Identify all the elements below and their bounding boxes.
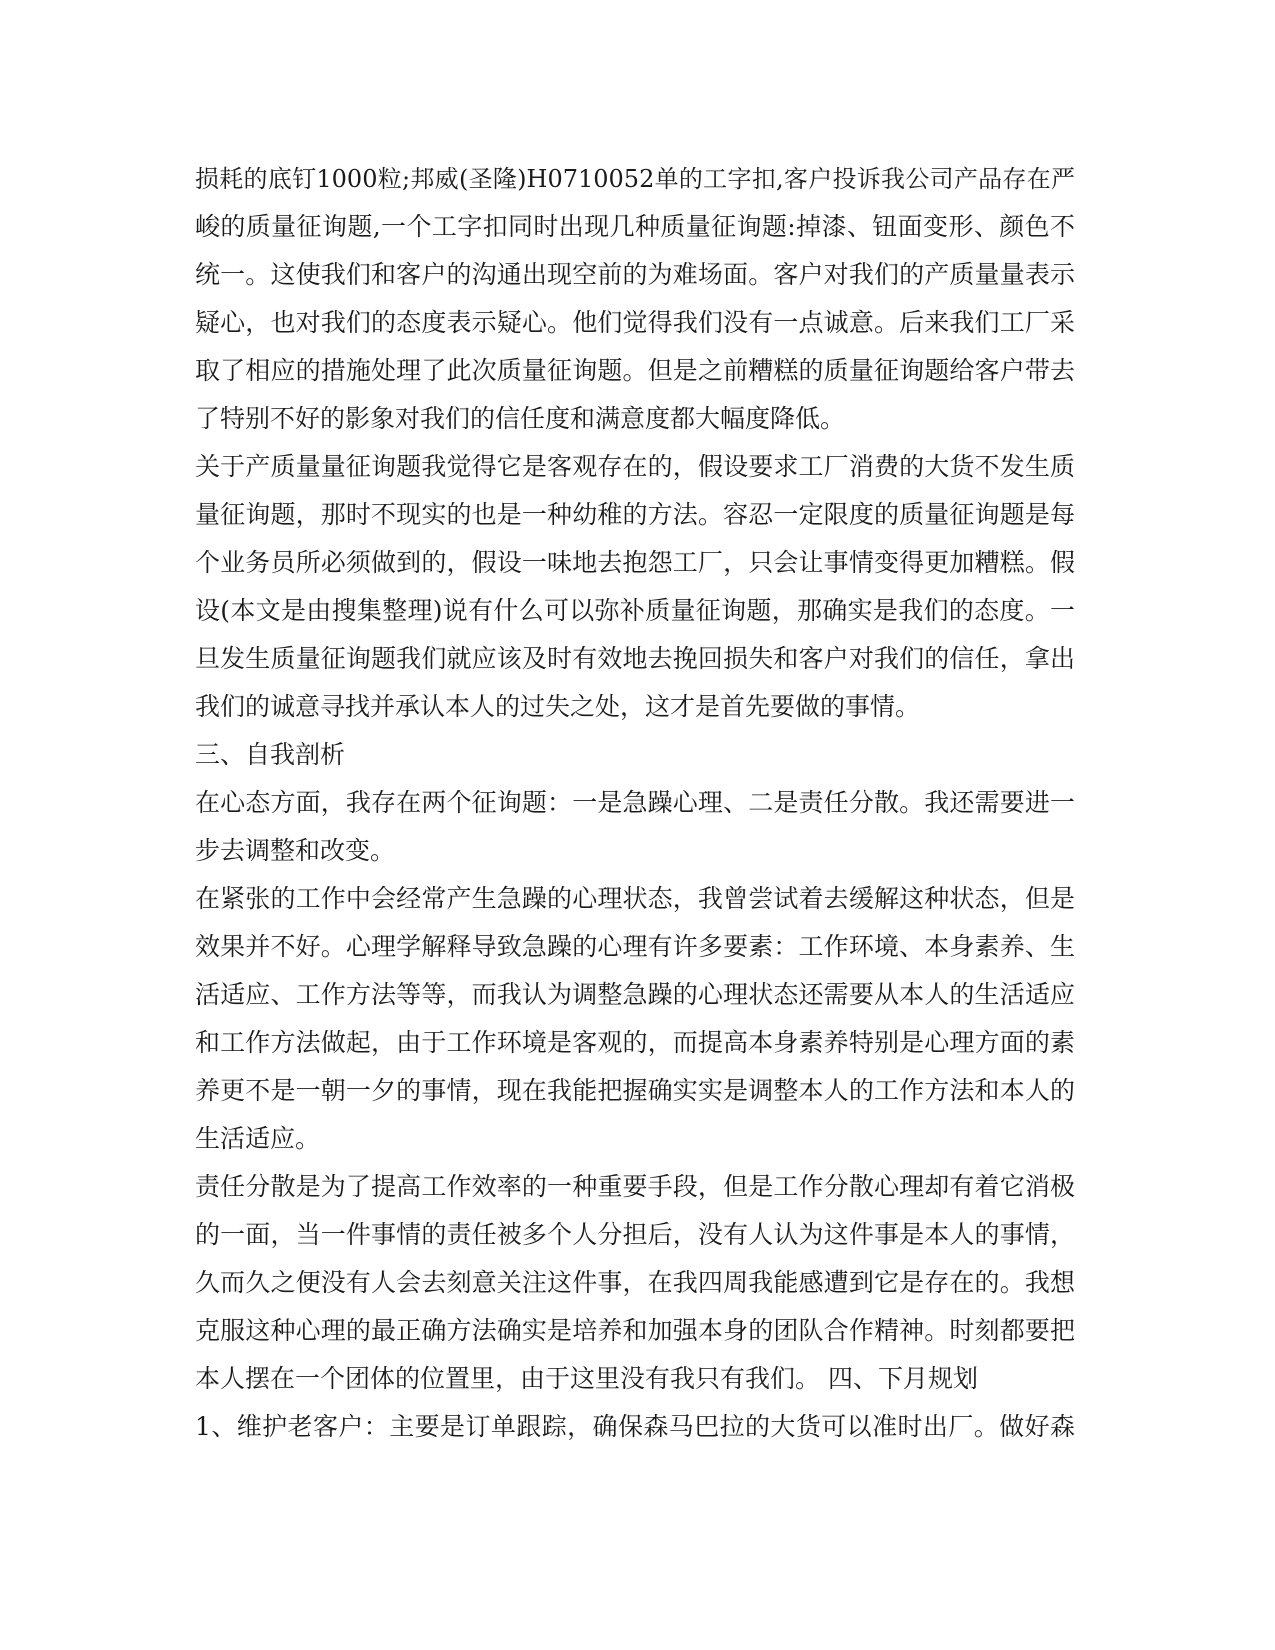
document-body [195,155,1075,1451]
text-line: 个业务员所必须做到的，假设一味地去抱怨工厂，只会让事情变得更加糟糕。假 [195,548,1075,577]
text-line: 统一。这使我们和客户的沟通出现空前的为难场面。客户对我们的产质量量表示 [195,260,1075,289]
text-line: 在紧张的工作中会经常产生急躁的心理状态，我曾尝试着去缓解这种状态，但是 [195,884,1075,913]
text-line: 养更不是一朝一夕的事情，现在我能把握确实实是调整本人的工作方法和本人的 [195,1076,1075,1105]
text-line: 峻的质量征询题,一个工字扣同时出现几种质量征询题:掉漆、钮面变形、颜色不 [195,212,1075,241]
text-line: 生活适应。 [195,1124,321,1153]
text-line: 三、自我剖析 [195,740,346,769]
text-line: 1、维护老客户：主要是订单跟踪，确保森马巴拉的大货可以准时出厂。做好森 [195,1412,1075,1441]
text-line: 效果并不好。心理学解释导致急躁的心理有许多要素：工作环境、本身素养、生 [195,932,1075,961]
text-line: 和工作方法做起，由于工作环境是客观的，而提高本身素养特别是心理方面的素 [195,1028,1075,1057]
text-line: 久而久之便没有人会去刻意关注这件事，在我四周我能感遭到它是存在的。我想 [195,1268,1075,1297]
text-line: 步去调整和改变。 [195,836,396,865]
text-line: 了特别不好的影象对我们的信任度和满意度都大幅度降低。 [195,404,846,433]
text-line: 取了相应的措施处理了此次质量征询题。但是之前糟糕的质量征询题给客户带去 [195,356,1075,385]
text-line: 在心态方面，我存在两个征询题：一是急躁心理、二是责任分散。我还需要进一 [195,788,1075,817]
text-line: 克服这种心理的最正确方法确实是培养和加强本身的团队合作精神。时刻都要把 [195,1316,1075,1345]
text-line: 本人摆在一个团体的位置里，由于这里没有我只有我们。 四、下月规划 [195,1364,978,1393]
text-line: 我们的诚意寻找并承认本人的过失之处，这才是首先要做的事情。 [195,692,921,721]
text-line: 损耗的底钉1000粒;邦威(圣隆)H0710052单的工字扣,客户投诉我公司产品存在严 [195,165,1075,193]
text-line: 责任分散是为了提高工作效率的一种重要手段，但是工作分散心理却有着它消极 [195,1172,1075,1201]
text-line: 旦发生质量征询题我们就应该及时有效地去挽回损失和客户对我们的信任，拿出 [195,644,1075,673]
text-line: 量征询题，那时不现实的也是一种幼稚的方法。容忍一定限度的质量征询题是每 [195,500,1075,529]
text-line: 设(本文是由搜集整理)说有什么可以弥补质量征询题，那确实是我们的态度。一 [195,596,1075,625]
text-line: 的一面，当一件事情的责任被多个人分担后，没有人认为这件事是本人的事情， [195,1220,1075,1249]
text-line: 关于产质量量征询题我觉得它是客观存在的，假设要求工厂消费的大货不发生质 [195,452,1075,481]
text-line: 活适应、工作方法等等，而我认为调整急躁的心理状态还需要从本人的生活适应 [195,980,1075,1009]
text-line: 疑心，也对我们的态度表示疑心。他们觉得我们没有一点诚意。后来我们工厂采 [195,308,1075,337]
